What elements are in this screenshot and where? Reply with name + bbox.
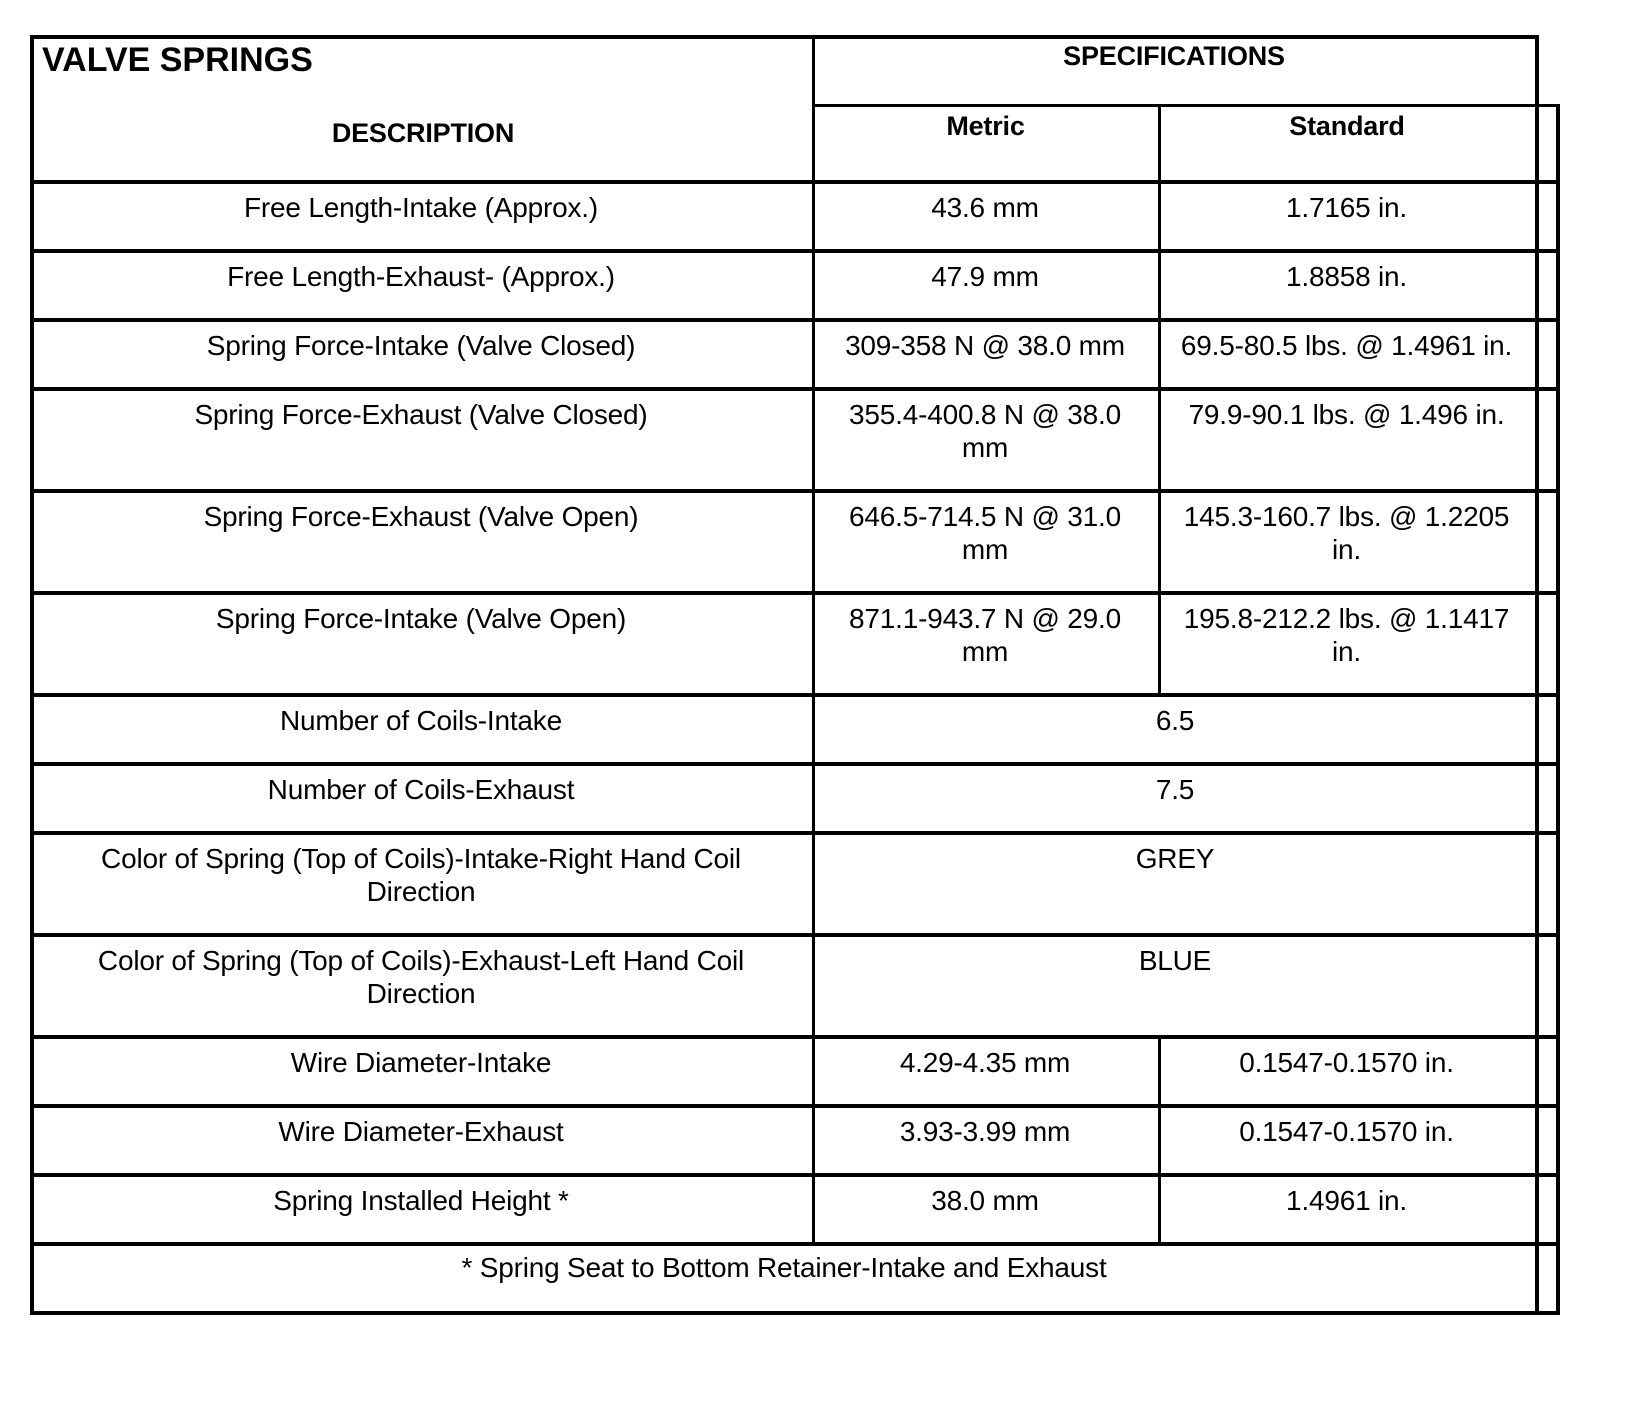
- row-description: Wire Diameter-Intake: [290, 1047, 552, 1078]
- row-value-merged: GREY: [1135, 843, 1215, 874]
- row-value-merged: 7.5: [1155, 774, 1195, 805]
- row-metric-value: 646.5-714.5 N @ 31.0 mm: [849, 501, 1121, 565]
- metric-column-header: Metric: [946, 111, 1025, 141]
- row-divider: [30, 387, 1559, 391]
- table-border-right: [1535, 35, 1539, 1315]
- row-description: Spring Force-Intake (Valve Closed): [206, 330, 636, 361]
- row-value-merged: 6.5: [1155, 705, 1195, 736]
- row-divider: [30, 1104, 1559, 1108]
- row-description: Spring Force-Intake (Valve Open): [215, 603, 627, 634]
- row-standard-value: 195.8-212.2 lbs. @ 1.1417 in.: [1183, 603, 1510, 667]
- metric-divider-lower: [1158, 1037, 1161, 1246]
- specifications-header: SPECIFICATIONS: [1063, 41, 1285, 71]
- row-description: Spring Force-Exhaust (Valve Closed): [194, 399, 648, 430]
- row-standard-value: 0.1547-0.1570 in.: [1239, 1116, 1454, 1147]
- row-divider: [30, 831, 1559, 835]
- row-value-merged: BLUE: [1138, 945, 1212, 976]
- row-divider: [30, 489, 1559, 493]
- row-description: Spring Force-Exhaust (Valve Open): [203, 501, 639, 532]
- row-description: Number of Coils-Exhaust: [267, 774, 575, 805]
- row-metric-value: 4.29-4.35 mm: [899, 1047, 1071, 1078]
- row-divider: [30, 591, 1559, 595]
- row-standard-value: 79.9-90.1 lbs. @ 1.496 in.: [1188, 399, 1505, 430]
- row-description: Color of Spring (Top of Coils)-Intake-Right Hand Coil Direction: [101, 843, 741, 907]
- row-divider: [30, 762, 1559, 766]
- row-metric-value: 871.1-943.7 N @ 29.0 mm: [849, 603, 1121, 667]
- standard-column-header: Standard: [1289, 111, 1405, 141]
- row-standard-value: 69.5-80.5 lbs. @ 1.4961 in.: [1180, 330, 1513, 361]
- row-standard-value: 1.8858 in.: [1286, 261, 1407, 292]
- row-metric-value: 309-358 N @ 38.0 mm: [845, 330, 1125, 361]
- table-border-bottom: [30, 1311, 1559, 1315]
- table-border-right-outer: [1556, 104, 1560, 1315]
- row-divider: [30, 1242, 1559, 1246]
- row-divider: [30, 318, 1559, 322]
- row-metric-value: 47.9 mm: [931, 261, 1039, 292]
- description-divider: [812, 35, 815, 1246]
- row-metric-value: 3.93-3.99 mm: [899, 1116, 1071, 1147]
- table-title: VALVE SPRINGS: [42, 41, 313, 79]
- row-description: Wire Diameter-Exhaust: [278, 1116, 564, 1147]
- table-border-left: [30, 35, 34, 1315]
- row-divider: [30, 1035, 1559, 1039]
- header-divider: [812, 104, 1559, 107]
- row-metric-value: 38.0 mm: [931, 1185, 1039, 1216]
- row-divider: [30, 249, 1559, 253]
- description-column-header: DESCRIPTION: [331, 118, 515, 148]
- row-divider: [30, 1173, 1559, 1177]
- row-divider: [30, 180, 1559, 184]
- row-description: Free Length-Exhaust- (Approx.): [227, 261, 615, 292]
- metric-divider-upper: [1158, 104, 1161, 697]
- row-description: Spring Installed Height *: [273, 1185, 569, 1216]
- row-description: Color of Spring (Top of Coils)-Exhaust-Left Hand Coil Direction: [97, 945, 745, 1009]
- row-metric-value: 43.6 mm: [931, 192, 1039, 223]
- row-metric-value: 355.4-400.8 N @ 38.0 mm: [849, 399, 1121, 463]
- row-standard-value: 145.3-160.7 lbs. @ 1.2205 in.: [1183, 501, 1510, 565]
- row-divider: [30, 933, 1559, 937]
- row-divider: [30, 693, 1559, 697]
- row-description: Number of Coils-Intake: [280, 705, 562, 736]
- row-standard-value: 1.4961 in.: [1286, 1185, 1407, 1216]
- row-description: Free Length-Intake (Approx.): [244, 192, 598, 223]
- footnote: * Spring Seat to Bottom Retainer-Intake and Exhaust: [461, 1252, 1107, 1283]
- table-border-top: [30, 35, 1538, 39]
- row-standard-value: 0.1547-0.1570 in.: [1239, 1047, 1454, 1078]
- row-standard-value: 1.7165 in.: [1286, 192, 1407, 223]
